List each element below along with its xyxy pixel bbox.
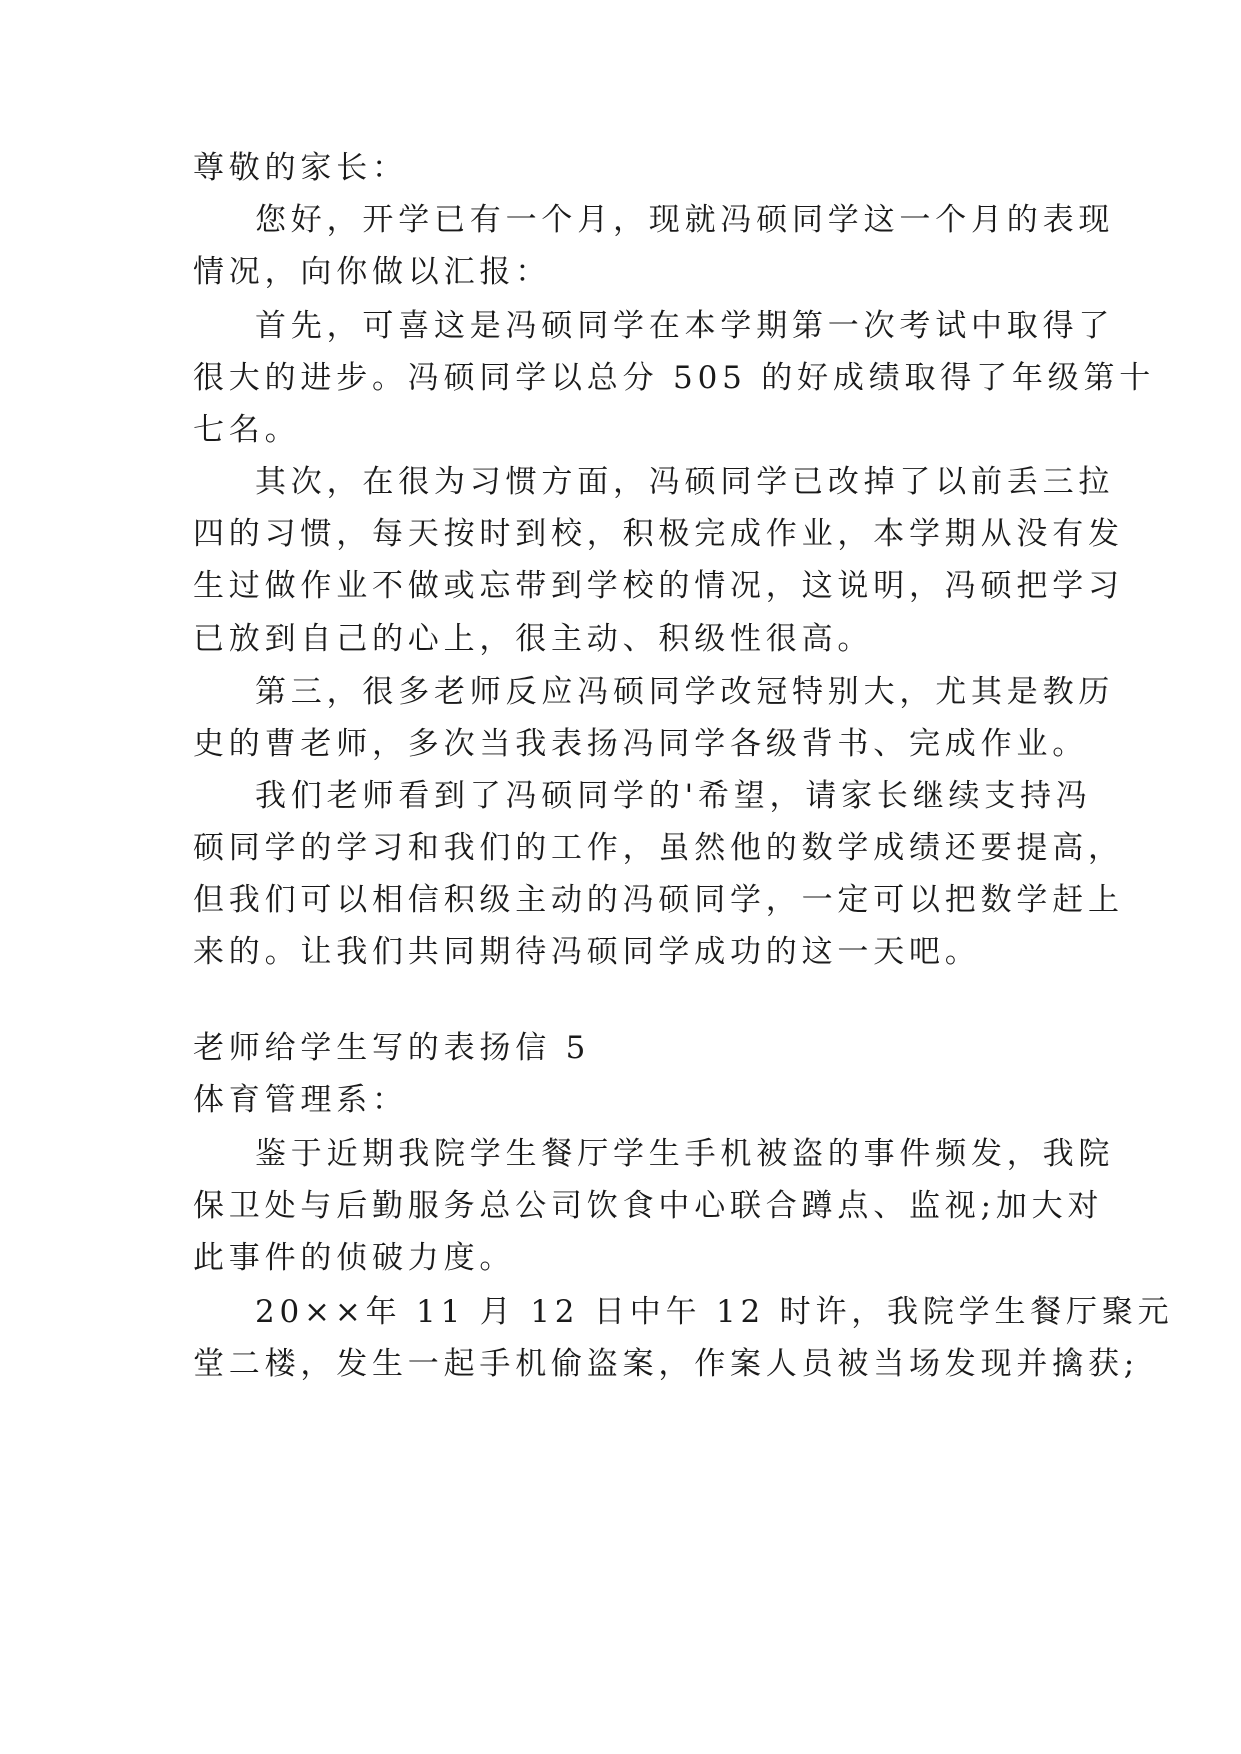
paragraph-line: 七名。 (193, 412, 301, 448)
paragraph-line: 第三，很多老师反应冯硕同学改冠特别大，尤其是教历 (255, 674, 1115, 710)
paragraph-line: 但我们可以相信积级主动的冯硕同学，一定可以把数学赶上 (193, 882, 1124, 918)
paragraph-line: 四的习惯，每天按时到校，积极完成作业，本学期从没有发 (193, 516, 1124, 552)
paragraph-line: 首先，可喜这是冯硕同学在本学期第一次考试中取得了 (255, 308, 1115, 344)
paragraph-line: 鉴于近期我院学生餐厅学生手机被盗的事件频发，我院 (255, 1136, 1115, 1172)
paragraph-line: 此事件的侦破力度。 (193, 1240, 516, 1276)
paragraph-line: 保卫处与后勤服务总公司饮食中心联合蹲点、监视;加大对 (193, 1188, 1104, 1224)
paragraph-line: 情况，向你做以汇报： (193, 254, 551, 290)
section-title: 老师给学生写的表扬信 5 (193, 1030, 591, 1066)
salutation: 尊敬的家长： (193, 150, 408, 186)
section-salutation: 体育管理系： (193, 1082, 408, 1118)
paragraph-line: 生过做作业不做或忘带到学校的情况，这说明，冯硕把学习 (193, 568, 1124, 604)
paragraph-line: 硕同学的学习和我们的工作，虽然他的数学成绩还要提高， (193, 830, 1124, 866)
paragraph-line: 史的曹老师，多次当我表扬冯同学各级背书、完成作业。 (193, 726, 1088, 762)
paragraph-line: 堂二楼，发生一起手机偷盗案，作案人员被当场发现并擒获; (193, 1346, 1140, 1382)
paragraph-line: 我们老师看到了冯硕同学的'希望，请家长继续支持冯 (255, 778, 1092, 814)
paragraph-line: 已放到自己的心上，很主动、积级性很高。 (193, 621, 874, 657)
paragraph-line: 很大的进步。冯硕同学以总分 505 的好成绩取得了年级第十 (193, 360, 1156, 396)
paragraph-line: 其次，在很为习惯方面，冯硕同学已改掉了以前丢三拉 (255, 464, 1115, 500)
paragraph-line: 20××年 11 月 12 日中午 12 时许，我院学生餐厅聚元 (255, 1294, 1174, 1330)
paragraph-line: 您好，开学已有一个月，现就冯硕同学这一个月的表现 (255, 202, 1115, 238)
paragraph-line: 来的。让我们共同期待冯硕同学成功的这一天吧。 (193, 934, 981, 970)
